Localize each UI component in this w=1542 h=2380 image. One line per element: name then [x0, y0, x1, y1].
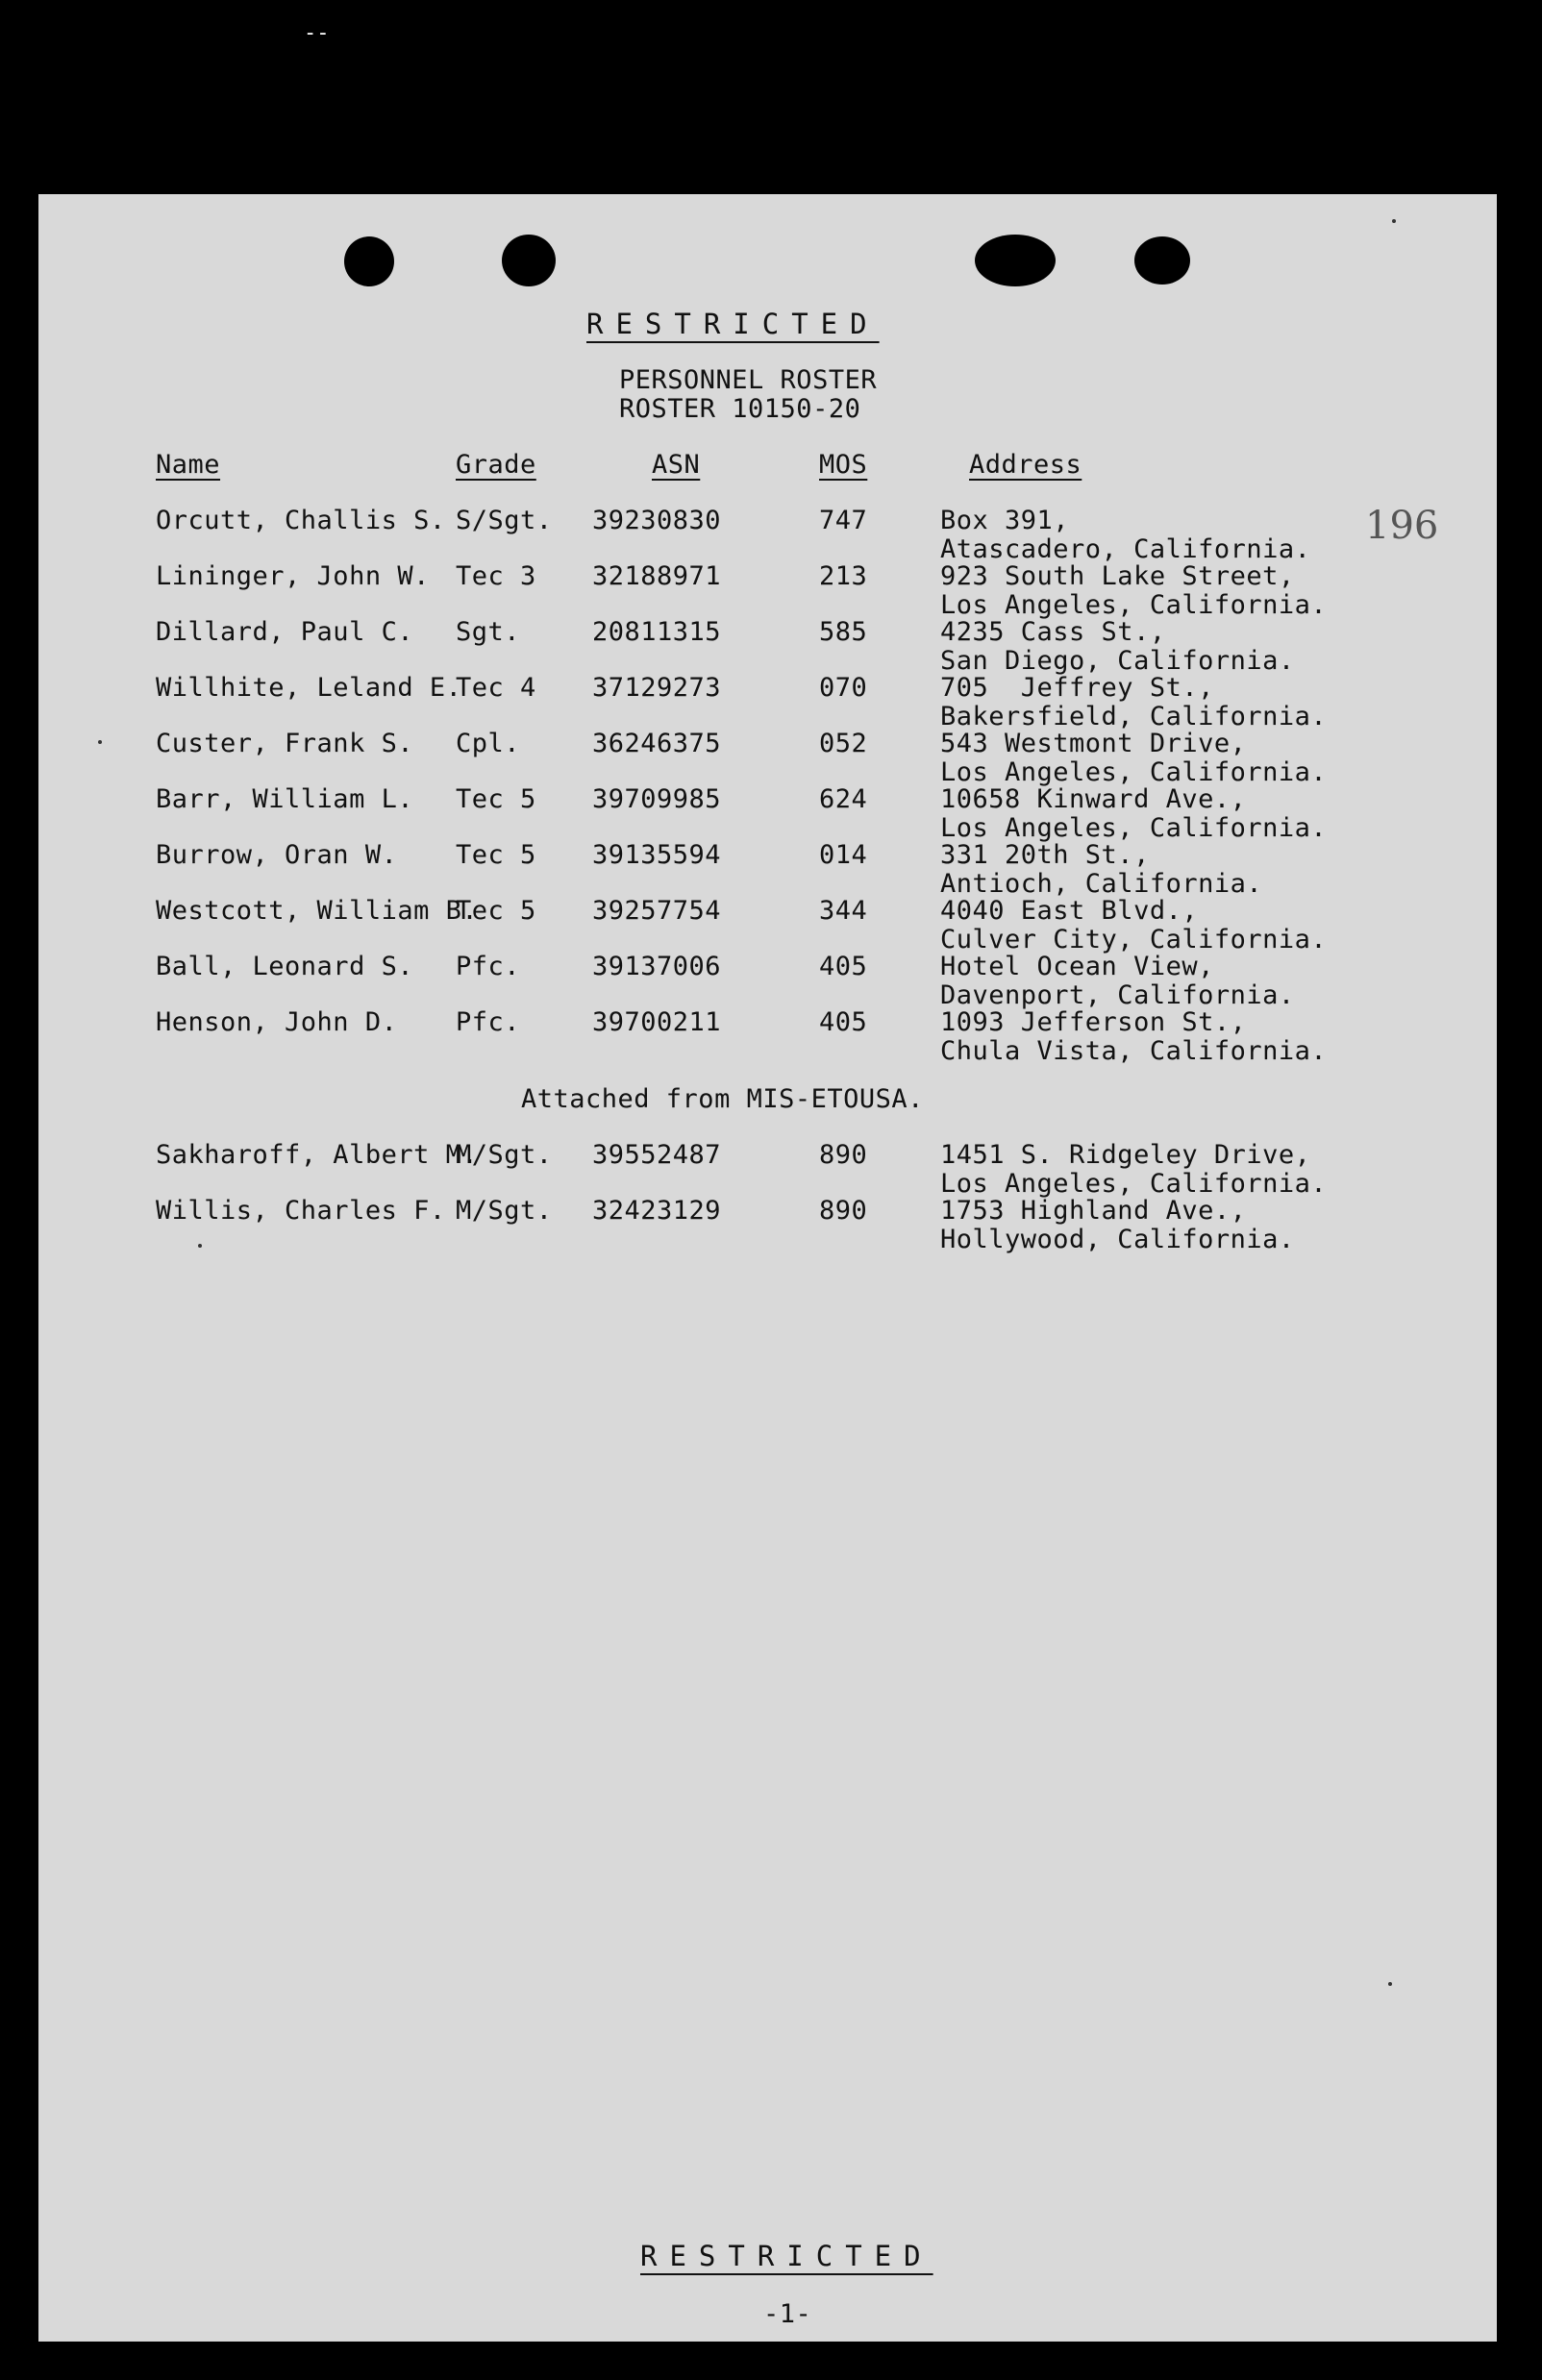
person-name: Henson, John D. [156, 1007, 398, 1037]
address-line-1: 1753 Highland Ave., [940, 1196, 1247, 1226]
person-mos: 213 [819, 561, 868, 591]
punch-hole [344, 236, 394, 286]
person-mos: 890 [819, 1140, 868, 1170]
person-asn: 39135594 [592, 840, 722, 870]
address-line-1: 923 South Lake Street, [940, 561, 1295, 591]
scan-corner-mark: -- [304, 21, 330, 45]
column-name: Name [156, 450, 221, 480]
address-line-2: Culver City, California. [940, 925, 1328, 954]
table-row [38, 617, 1497, 675]
person-grade: Tec 5 [456, 896, 536, 926]
table-row [38, 784, 1497, 842]
paper-speck [98, 740, 102, 744]
table-row [38, 952, 1497, 1009]
address-line-1: Box 391, [940, 506, 1070, 535]
address-line-2: Hollywood, California. [940, 1225, 1295, 1254]
table-row [38, 840, 1497, 898]
address-line-1: 4235 Cass St., [940, 617, 1166, 647]
person-grade: Cpl. [456, 729, 521, 758]
address-line-2: Atascadero, California. [940, 534, 1311, 564]
address-line-2: San Diego, California. [940, 646, 1295, 676]
address-line-2: Davenport, California. [940, 980, 1295, 1010]
address-line-1: 1451 S. Ridgeley Drive, [940, 1140, 1311, 1170]
punch-hole [502, 235, 556, 286]
person-name: Orcutt, Challis S. [156, 506, 446, 535]
person-grade: Tec 3 [456, 561, 536, 591]
person-asn: 37129273 [592, 673, 722, 703]
page-number: -1- [763, 2299, 812, 2329]
address-line-2: Los Angeles, California. [940, 757, 1328, 787]
person-asn: 32423129 [592, 1196, 722, 1226]
table-row [38, 896, 1497, 954]
roster-number: ROSTER 10150-20 [619, 394, 861, 424]
classification-header: RESTRICTED [586, 308, 880, 340]
table-row [38, 673, 1497, 731]
classification-footer: RESTRICTED [640, 2240, 933, 2272]
punch-hole [975, 235, 1056, 286]
person-grade: Sgt. [456, 617, 521, 647]
address-line-2: Chula Vista, California. [940, 1036, 1328, 1066]
person-mos: 624 [819, 784, 868, 814]
table-row [38, 1007, 1497, 1065]
person-name: Lininger, John W. [156, 561, 430, 591]
person-grade: Tec 5 [456, 784, 536, 814]
column-address: Address [969, 450, 1082, 480]
address-line-1: 4040 East Blvd., [940, 896, 1199, 926]
person-name: Burrow, Oran W. [156, 840, 398, 870]
person-grade: Pfc. [456, 1007, 521, 1037]
address-line-2: Los Angeles, California. [940, 1169, 1328, 1199]
column-grade: Grade [456, 450, 536, 480]
person-asn: 39709985 [592, 784, 722, 814]
address-line-2: Antioch, California. [940, 869, 1263, 899]
person-name: Willhite, Leland E. [156, 673, 462, 703]
paper-speck [198, 1244, 202, 1248]
person-mos: 405 [819, 952, 868, 981]
address-line-1: 10658 Kinward Ave., [940, 784, 1247, 814]
person-grade: Tec 5 [456, 840, 536, 870]
stamped-page-number: 196 [1365, 504, 1439, 548]
person-name: Ball, Leonard S. [156, 952, 414, 981]
person-name: Willis, Charles F. [156, 1196, 446, 1226]
paper-speck [1388, 1982, 1392, 1986]
column-mos: MOS [819, 450, 868, 480]
table-row [38, 729, 1497, 786]
person-mos: 585 [819, 617, 868, 647]
person-mos: 014 [819, 840, 868, 870]
person-mos: 890 [819, 1196, 868, 1226]
person-mos: 344 [819, 896, 868, 926]
person-name: Dillard, Paul C. [156, 617, 414, 647]
person-name: Barr, William L. [156, 784, 414, 814]
address-line-2: Bakersfield, California. [940, 702, 1328, 731]
person-asn: 36246375 [592, 729, 722, 758]
paper-speck [1392, 219, 1396, 223]
address-line-1: 1093 Jefferson St., [940, 1007, 1247, 1037]
person-asn: 20811315 [592, 617, 722, 647]
address-line-1: Hotel Ocean View, [940, 952, 1214, 981]
person-asn: 39257754 [592, 896, 722, 926]
address-line-1: 543 Westmont Drive, [940, 729, 1247, 758]
person-grade: M/Sgt. [456, 1140, 553, 1170]
address-line-1: 331 20th St., [940, 840, 1150, 870]
person-asn: 39230830 [592, 506, 722, 535]
person-asn: 39137006 [592, 952, 722, 981]
person-name: Custer, Frank S. [156, 729, 414, 758]
person-mos: 052 [819, 729, 868, 758]
table-row [38, 1196, 1497, 1253]
address-line-2: Los Angeles, California. [940, 813, 1328, 843]
table-row [38, 506, 1497, 563]
column-asn: ASN [652, 450, 701, 480]
address-line-1: 705 Jeffrey St., [940, 673, 1214, 703]
person-grade: S/Sgt. [456, 506, 553, 535]
roster-page [38, 194, 1497, 2342]
person-mos: 747 [819, 506, 868, 535]
attached-heading: Attached from MIS-ETOUSA. [521, 1084, 924, 1114]
person-name: Westcott, William B. [156, 896, 479, 926]
person-mos: 405 [819, 1007, 868, 1037]
person-asn: 39552487 [592, 1140, 722, 1170]
person-asn: 39700211 [592, 1007, 722, 1037]
punch-hole [1134, 236, 1190, 285]
person-grade: Tec 4 [456, 673, 536, 703]
address-line-2: Los Angeles, California. [940, 590, 1328, 620]
person-grade: M/Sgt. [456, 1196, 553, 1226]
table-row [38, 1140, 1497, 1198]
roster-title: PERSONNEL ROSTER [619, 365, 878, 395]
table-row [38, 561, 1497, 619]
person-grade: Pfc. [456, 952, 521, 981]
person-mos: 070 [819, 673, 868, 703]
person-name: Sakharoff, Albert M. [156, 1140, 479, 1170]
person-asn: 32188971 [592, 561, 722, 591]
